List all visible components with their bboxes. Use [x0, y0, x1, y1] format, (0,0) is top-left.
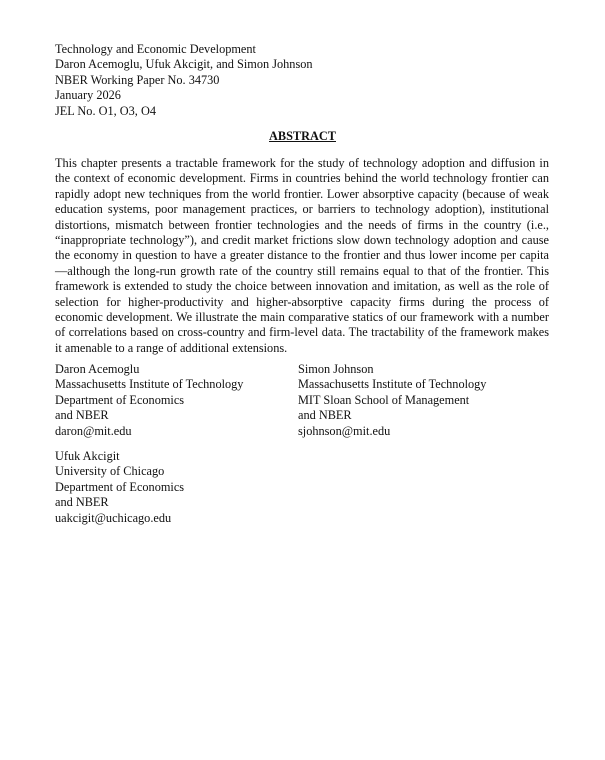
author-name: Simon Johnson — [298, 362, 374, 376]
author-extra-affiliation: and NBER — [55, 495, 109, 510]
author-email: sjohnson@mit.edu — [298, 423, 391, 438]
paper-title: Technology and Economic Development — [55, 42, 256, 56]
paper-header — [55, 42, 555, 119]
author-block-akcigit — [55, 449, 295, 526]
author-department: Department of Economics — [55, 479, 185, 494]
working-paper-number: NBER Working Paper No. 34730 — [55, 72, 220, 87]
jel-codes: JEL No. O1, O3, O4 — [55, 103, 156, 118]
publication-date: January 2026 — [55, 88, 121, 103]
abstract-text: This chapter presents a tractable framework for the study of technology adoption and diffusion in the context of economic development. Firms in countries behind the world technology frontier can rapidly adopt new techniques from the world frontier. Lower absorptive capacity (because of weak education systems, poor management practices, or barriers to technology adoption), institutional distortions, mismatch between frontier technologies and the needs of firms in the country (i.e., “inappropriate technology”), and credit market frictions slow down technology adoption and cause the economy in question to have a greater distance to the frontier and thus lower income per capita—although the long-run growth rate of the country still remains equal to that of the frontier. This framework is extended to study the choice between innovation and imitation, as well as the role of selection for higher-productivity and higher-absorptive capacity firms during the process of economic development. We illustrate the main comparative statics of our framework with a number of correlations based on cross-country and firm-level data. The tractability of the framework makes it amenable to a range of additional extensions. — [55, 156, 549, 355]
author-affiliation: Massachusetts Institute of Technology — [298, 377, 487, 392]
author-email: uakcigit@uchicago.edu — [55, 510, 172, 525]
author-department: Department of Economics — [55, 392, 185, 407]
author-name: Daron Acemoglu — [55, 362, 140, 376]
author-list: Daron Acemoglu, Ufuk Akcigit, and Simon Johnson — [55, 57, 313, 72]
author-extra-affiliation: and NBER — [298, 408, 352, 423]
abstract-heading: ABSTRACT — [269, 129, 336, 143]
author-affiliation: Massachusetts Institute of Technology — [55, 377, 244, 392]
author-block-johnson — [298, 362, 538, 439]
author-department: MIT Sloan School of Management — [298, 392, 470, 407]
author-extra-affiliation: and NBER — [55, 408, 109, 423]
author-affiliation: University of Chicago — [55, 464, 165, 479]
author-block-acemoglu — [55, 362, 295, 439]
author-name: Ufuk Akcigit — [55, 449, 120, 463]
author-email: daron@mit.edu — [55, 423, 132, 438]
